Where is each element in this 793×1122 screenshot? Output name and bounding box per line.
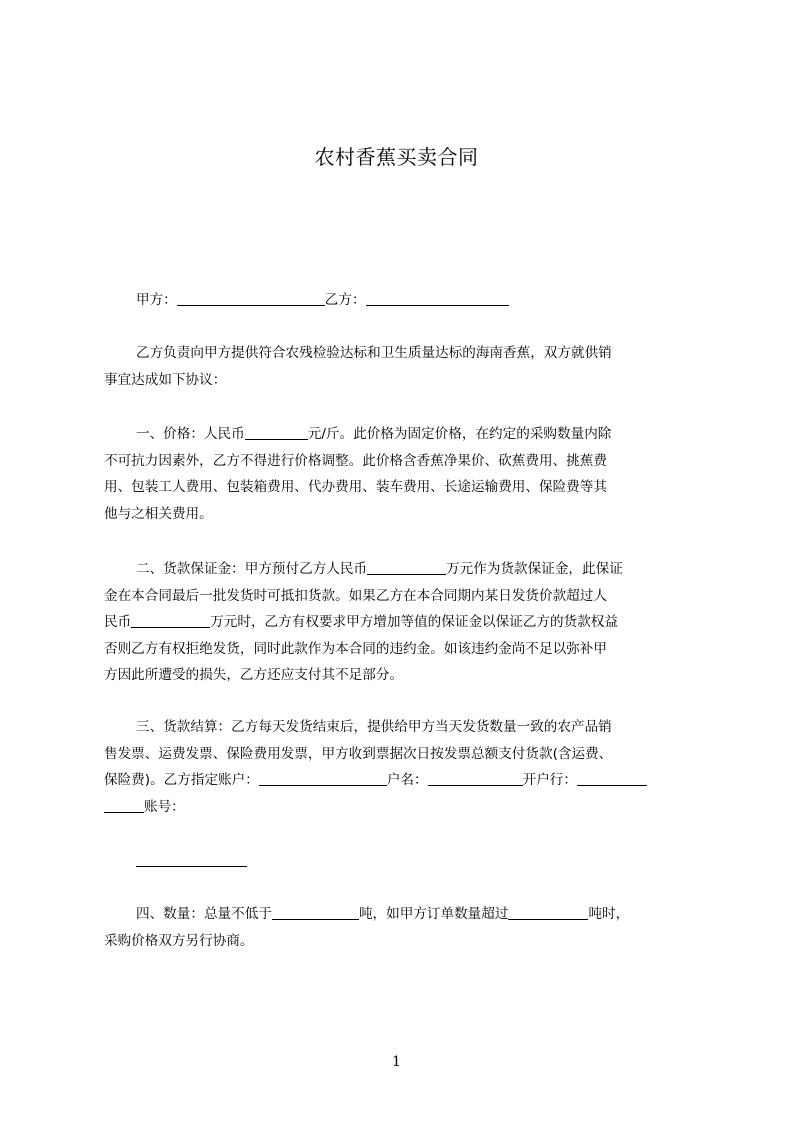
clause-text: 万元作为货款保证金，此保证 bbox=[446, 561, 623, 577]
clause-text: 民币 bbox=[104, 614, 132, 630]
clause-text: 保险费)。乙方指定账户： bbox=[104, 772, 259, 788]
party-b-blank[interactable] bbox=[366, 289, 509, 306]
bank-blank-continued[interactable] bbox=[104, 796, 144, 813]
clause-text: 户名： bbox=[386, 772, 428, 788]
clause-text: 吨时， bbox=[588, 906, 630, 922]
clause-text: 吨，如甲方订单数量超过 bbox=[358, 906, 509, 922]
party-b-label: 乙方： bbox=[324, 292, 366, 308]
parties-line bbox=[104, 287, 700, 314]
clause-text: 采购价格双方另行协商。 bbox=[104, 932, 254, 949]
deposit-amount-blank[interactable] bbox=[367, 558, 446, 575]
clause-text: 万元时，乙方有权要求甲方增加等值的保证金以保证乙方的货款权益 bbox=[210, 614, 618, 630]
shipment-limit-blank[interactable] bbox=[131, 611, 210, 628]
clause-settlement bbox=[104, 714, 700, 820]
clause-text: 金在本合同最后一批发货时可抵扣货款。如果乙方在本合同期内某日发货价款超过人 bbox=[104, 587, 607, 604]
account-number-blank[interactable] bbox=[136, 866, 247, 867]
clause-text: 否则乙方有权拒绝发货，同时此款作为本合同的违约金。如该违约金尚不足以弥补甲 bbox=[104, 640, 607, 657]
clause-text: 四、数量：总量不低于 bbox=[136, 906, 272, 922]
account-name-blank[interactable] bbox=[428, 769, 523, 786]
max-quantity-blank[interactable] bbox=[508, 903, 588, 920]
party-a-blank[interactable] bbox=[177, 289, 325, 306]
clause-deposit bbox=[104, 556, 700, 689]
intro-line: 乙方负责向甲方提供符合农残检验达标和卫生质量达标的海南香蕉，双方就供销 bbox=[136, 345, 612, 361]
clause-text: 二、货款保证金：甲方预付乙方人民币 bbox=[136, 561, 368, 577]
min-quantity-blank[interactable] bbox=[272, 903, 359, 920]
clause-text: 用、包装工人费用、包装箱费用、代办费用、装车费用、长途运输费用、保险费等其 bbox=[104, 479, 607, 495]
clause-text: 开户行： bbox=[522, 772, 577, 788]
clause-text: 他与之相关费用。 bbox=[104, 505, 213, 522]
clause-text: 元/斤。此价格为固定价格，在约定的采购数量内除 bbox=[307, 426, 612, 442]
clause-price bbox=[104, 421, 700, 527]
clause-text: 售发票、运费发票、保险费用发票，甲方收到票据次日按发票总额支付货款(含运费、 bbox=[104, 745, 613, 762]
page-number: 1 bbox=[392, 1054, 401, 1070]
document-title: 农村香蕉买卖合同 bbox=[314, 145, 479, 169]
clause-text: 账号： bbox=[144, 798, 185, 815]
designated-account-blank[interactable] bbox=[259, 769, 387, 786]
clause-text: 不可抗力因素外，乙方不得进行价格调整。此价格含香蕉净果价、砍蕉费用、挑蕉费 bbox=[104, 452, 607, 469]
bank-blank[interactable] bbox=[577, 769, 647, 786]
intro-line: 事宜达成如下协议： bbox=[104, 371, 227, 388]
intro-paragraph bbox=[104, 340, 700, 393]
price-blank[interactable] bbox=[245, 423, 308, 440]
clause-quantity bbox=[104, 901, 700, 954]
party-a-label: 甲方： bbox=[136, 292, 177, 308]
clause-text: 一、价格：人民币 bbox=[136, 426, 245, 442]
clause-text: 方因此所遭受的损失，乙方还应支付其不足部分。 bbox=[104, 667, 404, 683]
clause-text: 三、货款结算：乙方每天发货结束后，提供给甲方当天发货数量一致的农产品销 bbox=[136, 719, 612, 735]
